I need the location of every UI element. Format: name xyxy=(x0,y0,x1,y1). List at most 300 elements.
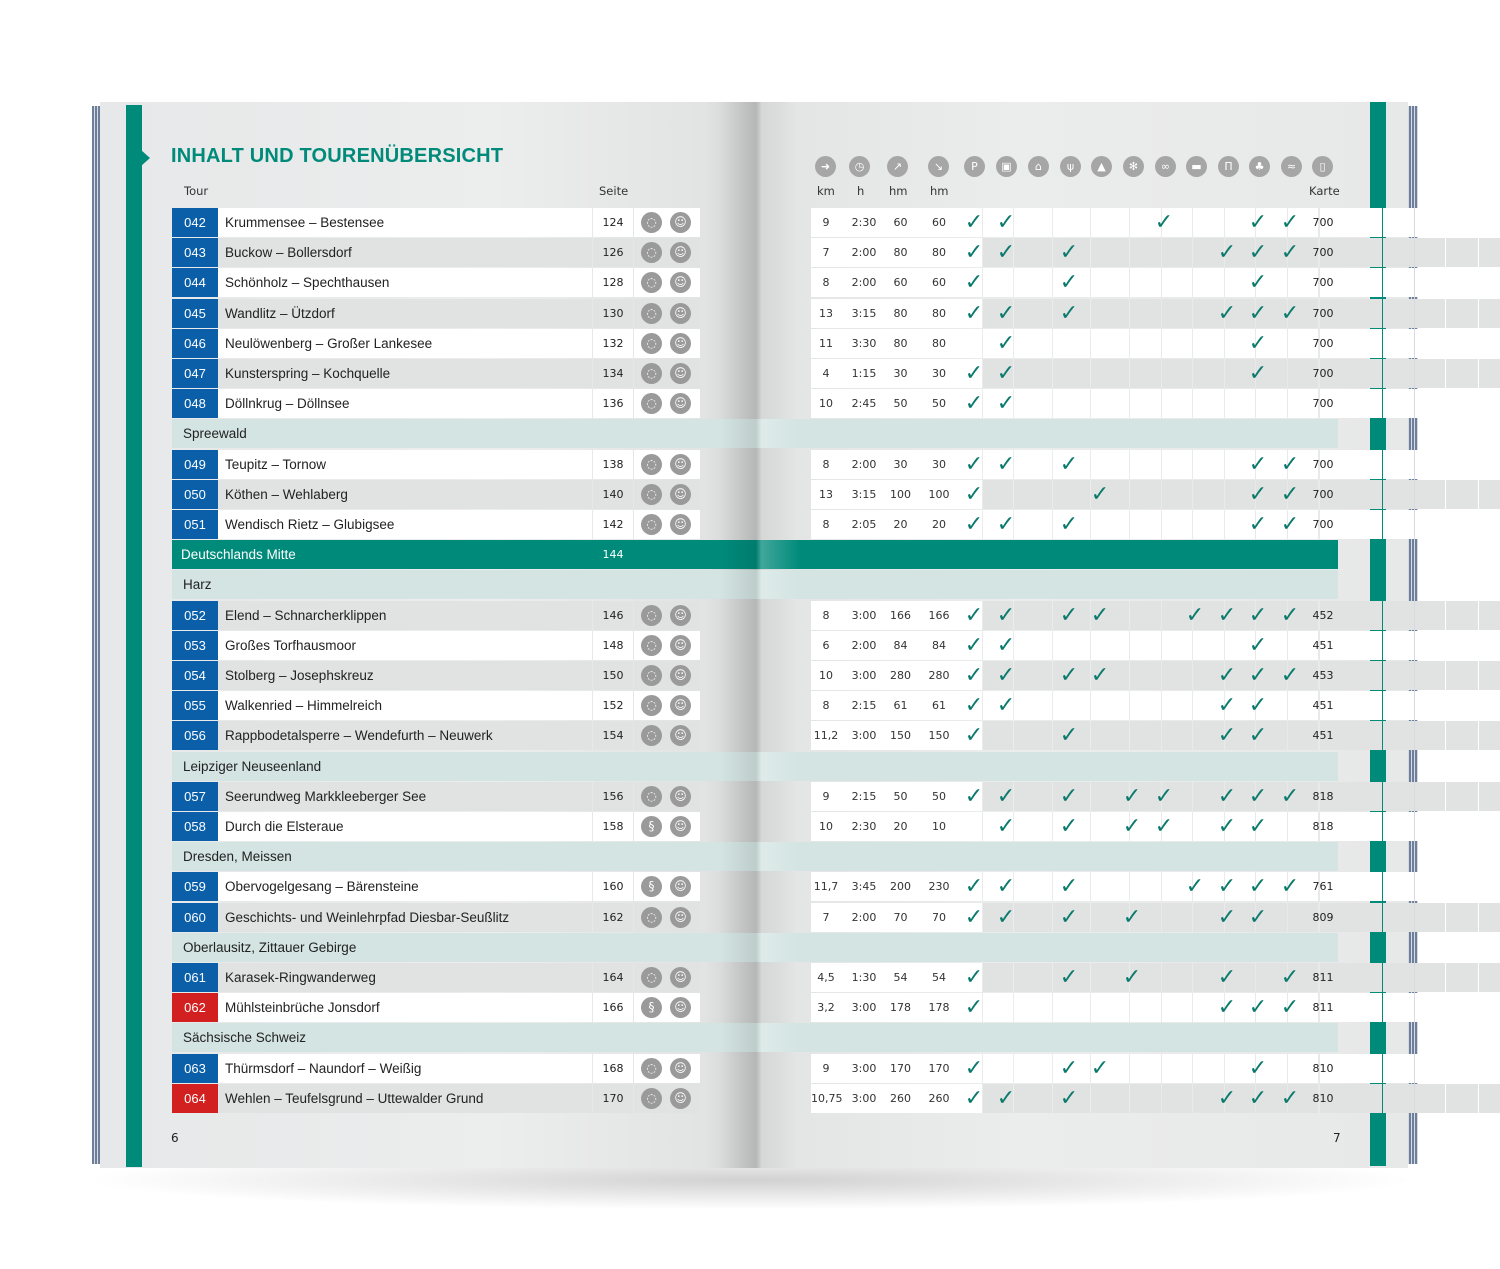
check-mark-icon: ✓ xyxy=(1154,784,1174,809)
table-cell xyxy=(1014,963,1052,992)
kids-bear-icon: ☺ xyxy=(670,1058,691,1079)
table-cell xyxy=(1130,631,1161,660)
table-cell xyxy=(1130,329,1161,358)
table-cell xyxy=(1383,268,1414,297)
table-cell xyxy=(1162,299,1192,328)
tour-name: Neulöwenberg – Großer Lankesee xyxy=(225,336,433,351)
check-mark-icon: ✓ xyxy=(996,874,1016,899)
check-mark-icon: ✓ xyxy=(964,1086,984,1111)
section-header xyxy=(172,933,1338,962)
tour-h: 3:00 xyxy=(851,609,877,622)
check-mark-icon: ✓ xyxy=(1280,301,1300,326)
tour-hm-down: 60 xyxy=(932,276,946,289)
difficulty-circle-icon: ◌ xyxy=(641,363,662,384)
tour-h: 2:00 xyxy=(851,458,877,471)
kids-bear-icon: ☺ xyxy=(670,967,691,988)
tour-km: 4,5 xyxy=(817,971,835,984)
table-cell xyxy=(1193,480,1224,509)
check-mark-icon: ✓ xyxy=(1248,482,1268,507)
table-cell xyxy=(1130,661,1161,690)
tour-km: 4 xyxy=(822,367,830,380)
tour-km: 8 xyxy=(822,276,830,289)
tour-map-number: 700 xyxy=(1312,337,1334,350)
table-cell xyxy=(1351,1084,1382,1113)
table-cell xyxy=(1415,268,1445,297)
tour-page: 156 xyxy=(602,790,624,803)
check-mark-icon: ✓ xyxy=(1280,1086,1300,1111)
table-cell xyxy=(1162,329,1192,358)
table-cell xyxy=(1415,631,1445,660)
tour-page: 170 xyxy=(602,1092,624,1105)
tour-h: 2:45 xyxy=(851,397,877,410)
kids-bear-icon: ☺ xyxy=(670,1088,691,1109)
tour-map-number: 700 xyxy=(1312,397,1334,410)
difficulty-circle-icon: ◌ xyxy=(641,514,662,535)
table-cell xyxy=(1415,238,1445,267)
kids-bear-icon: ☺ xyxy=(670,725,691,746)
tour-page: 124 xyxy=(602,216,624,229)
tour-number: 044 xyxy=(172,268,218,297)
tour-h: 3:15 xyxy=(851,488,877,501)
check-mark-icon: ✓ xyxy=(996,814,1016,839)
difficulty-wave-icon: § xyxy=(641,876,662,897)
tour-h: 3:30 xyxy=(851,337,877,350)
tour-km: 10,75 xyxy=(811,1092,843,1105)
check-mark-icon: ✓ xyxy=(1217,995,1237,1020)
table-cell xyxy=(1446,208,1478,237)
tour-number: 054 xyxy=(172,661,218,690)
table-cell xyxy=(1479,782,1500,811)
header-tour: Tour xyxy=(184,184,209,198)
table-cell xyxy=(1053,208,1090,237)
section-header xyxy=(172,842,1338,871)
clock-icon: ◷ xyxy=(849,156,870,177)
tour-hm-down: 84 xyxy=(932,639,946,652)
table-row xyxy=(172,510,1338,539)
tour-page: 138 xyxy=(602,458,624,471)
table-row xyxy=(172,601,1338,630)
check-mark-icon: ✓ xyxy=(1059,270,1079,295)
check-mark-icon: ✓ xyxy=(1280,874,1300,899)
tour-km: 7 xyxy=(822,246,830,259)
check-mark-icon: ✓ xyxy=(964,663,984,688)
table-cell xyxy=(1479,601,1500,630)
check-mark-icon: ✓ xyxy=(996,452,1016,477)
table-cell xyxy=(1383,1054,1414,1083)
check-mark-icon: ✓ xyxy=(996,693,1016,718)
table-cell xyxy=(1351,601,1382,630)
table-cell xyxy=(1446,359,1478,388)
tour-name: Geschichts- und Weinlehrpfad Diesbar-Seußlitz xyxy=(225,910,510,925)
table-cell xyxy=(1479,872,1500,901)
check-mark-icon: ✓ xyxy=(1059,452,1079,477)
table-cell xyxy=(1479,993,1500,1022)
difficulty-circle-icon: ◌ xyxy=(641,665,662,686)
table-cell xyxy=(1091,359,1129,388)
table-cell xyxy=(1193,359,1224,388)
tour-hm-up: 30 xyxy=(893,367,908,380)
tour-map-number: 451 xyxy=(1312,639,1334,652)
difficulty-circle-icon: ◌ xyxy=(641,1058,662,1079)
check-mark-icon: ✓ xyxy=(1185,603,1205,628)
winter-icon: ✻ xyxy=(1123,156,1144,177)
check-mark-icon: ✓ xyxy=(996,301,1016,326)
table-cell xyxy=(1479,238,1500,267)
check-mark-icon: ✓ xyxy=(1217,663,1237,688)
table-row xyxy=(172,329,1338,358)
section-name: Oberlausitz, Zittauer Gebirge xyxy=(183,940,357,955)
table-cell xyxy=(1446,903,1478,932)
table-cell xyxy=(1053,631,1090,660)
check-mark-icon: ✓ xyxy=(1059,965,1079,990)
tour-page: 148 xyxy=(602,639,624,652)
tour-name: Buckow – Bollersdorf xyxy=(225,245,352,260)
table-cell xyxy=(1446,268,1478,297)
tour-name: Obervogelgesang – Bärensteine xyxy=(225,879,419,894)
check-mark-icon: ✓ xyxy=(1059,663,1079,688)
tour-name: Durch die Elsteraue xyxy=(225,819,344,834)
tour-name: Döllnkrug – Döllnsee xyxy=(225,396,350,411)
table-row xyxy=(172,903,1338,932)
table-cell xyxy=(1091,450,1129,479)
table-cell xyxy=(1351,812,1382,841)
bed-icon: ▬ xyxy=(1186,156,1207,177)
tour-h: 2:15 xyxy=(851,699,877,712)
tour-name: Karasek-Ringwanderweg xyxy=(225,970,376,985)
tour-hm-down: 100 xyxy=(928,488,950,501)
check-mark-icon: ✓ xyxy=(1248,452,1268,477)
difficulty-circle-icon: ◌ xyxy=(641,212,662,233)
check-mark-icon: ✓ xyxy=(1059,1086,1079,1111)
table-row xyxy=(172,661,1338,690)
table-cell xyxy=(1053,480,1090,509)
check-mark-icon: ✓ xyxy=(1248,874,1268,899)
tour-number: 045 xyxy=(172,299,218,328)
tour-hm-down: 178 xyxy=(928,1001,950,1014)
difficulty-circle-icon: ◌ xyxy=(641,1088,662,1109)
table-row xyxy=(172,1054,1338,1083)
check-mark-icon: ✓ xyxy=(1280,603,1300,628)
check-mark-icon: ✓ xyxy=(964,270,984,295)
table-cell xyxy=(1193,389,1224,418)
table-cell xyxy=(1383,450,1414,479)
check-mark-icon: ✓ xyxy=(1122,814,1142,839)
tour-km: 8 xyxy=(822,458,830,471)
tour-hm-up: 60 xyxy=(893,216,908,229)
table-cell xyxy=(1162,903,1192,932)
tour-name: Köthen – Wehlaberg xyxy=(225,487,348,502)
table-cell xyxy=(1162,450,1192,479)
check-mark-icon: ✓ xyxy=(1217,240,1237,265)
table-cell xyxy=(1351,238,1382,267)
table-cell xyxy=(1091,208,1129,237)
table-cell xyxy=(1479,903,1500,932)
table-cell xyxy=(1415,691,1445,720)
tour-number: 064 xyxy=(172,1084,218,1113)
tour-km: 10 xyxy=(819,820,833,833)
table-cell xyxy=(1162,1084,1192,1113)
check-mark-icon: ✓ xyxy=(964,452,984,477)
kids-bear-icon: ☺ xyxy=(670,907,691,928)
table-cell xyxy=(1446,993,1478,1022)
table-cell xyxy=(1479,450,1500,479)
table-cell xyxy=(1091,993,1129,1022)
difficulty-circle-icon: ◌ xyxy=(641,635,662,656)
check-mark-icon: ✓ xyxy=(996,391,1016,416)
table-cell xyxy=(1415,480,1445,509)
check-mark-icon: ✓ xyxy=(964,995,984,1020)
section-header xyxy=(172,419,1338,448)
tour-hm-up: 150 xyxy=(890,729,911,742)
table-cell xyxy=(1446,1054,1478,1083)
tour-hm-down: 230 xyxy=(928,880,950,893)
table-cell xyxy=(1415,1084,1445,1113)
table-cell xyxy=(1446,631,1478,660)
tour-hm-down: 50 xyxy=(932,790,946,803)
tour-name: Teupitz – Tornow xyxy=(225,457,327,472)
tour-page: 154 xyxy=(602,729,624,742)
table-cell xyxy=(1446,450,1478,479)
table-cell xyxy=(1479,661,1500,690)
table-cell xyxy=(1383,329,1414,358)
check-mark-icon: ✓ xyxy=(1248,361,1268,386)
header-h: h xyxy=(857,184,865,198)
check-mark-icon: ✓ xyxy=(1248,301,1268,326)
check-mark-icon: ✓ xyxy=(1248,814,1268,839)
table-cell xyxy=(1193,208,1224,237)
check-mark-icon: ✓ xyxy=(1280,512,1300,537)
table-cell xyxy=(1415,359,1445,388)
table-cell xyxy=(1130,268,1161,297)
check-mark-icon: ✓ xyxy=(1059,512,1079,537)
tour-name: Walkenried – Himmelreich xyxy=(225,698,383,713)
tour-km: 9 xyxy=(822,790,830,803)
kids-bear-icon: ☺ xyxy=(670,272,691,293)
tour-name: Stolberg – Josephskreuz xyxy=(225,668,374,683)
ascent-icon: ↗ xyxy=(887,156,908,177)
tour-h: 3:00 xyxy=(851,1062,877,1075)
table-cell xyxy=(1162,268,1192,297)
difficulty-circle-icon: ◌ xyxy=(641,333,662,354)
tour-h: 3:00 xyxy=(851,1092,877,1105)
check-mark-icon: ✓ xyxy=(1280,240,1300,265)
table-cell xyxy=(1351,872,1382,901)
tour-page: 140 xyxy=(602,488,624,501)
table-cell xyxy=(1415,601,1445,630)
table-row xyxy=(172,359,1338,388)
kids-bear-icon: ☺ xyxy=(670,786,691,807)
table-cell xyxy=(1351,721,1382,750)
check-mark-icon: ✓ xyxy=(964,210,984,235)
tour-hm-down: 50 xyxy=(932,397,946,410)
tour-km: 11,2 xyxy=(813,729,839,742)
check-mark-icon: ✓ xyxy=(1217,814,1237,839)
table-row xyxy=(172,299,1338,328)
table-cell xyxy=(1479,389,1500,418)
tour-km: 8 xyxy=(822,518,830,531)
tour-map-number: 761 xyxy=(1312,880,1334,893)
tour-page: 152 xyxy=(602,699,624,712)
check-mark-icon: ✓ xyxy=(1059,240,1079,265)
table-cell xyxy=(1415,721,1445,750)
table-cell xyxy=(1351,510,1382,539)
kids-bear-icon: ☺ xyxy=(670,454,691,475)
tour-hm-down: 61 xyxy=(932,699,946,712)
table-row xyxy=(172,450,1338,479)
tour-hm-up: 30 xyxy=(893,458,908,471)
tour-page: 132 xyxy=(602,337,624,350)
table-row xyxy=(172,872,1338,901)
table-cell xyxy=(1415,450,1445,479)
tour-number: 058 xyxy=(172,812,218,841)
difficulty-wave-icon: § xyxy=(641,816,662,837)
tour-number: 056 xyxy=(172,721,218,750)
header-hm-down: hm xyxy=(930,184,949,198)
swim-icon: ≈ xyxy=(1281,156,1302,177)
difficulty-circle-icon: ◌ xyxy=(641,786,662,807)
tour-hm-down: 10 xyxy=(932,820,946,833)
table-cell xyxy=(1014,993,1052,1022)
tour-page: 126 xyxy=(602,246,624,259)
tour-h: 1:15 xyxy=(851,367,877,380)
tour-hm-up: 178 xyxy=(890,1001,911,1014)
check-mark-icon: ✓ xyxy=(996,240,1016,265)
kids-bear-icon: ☺ xyxy=(670,635,691,656)
tour-hm-down: 30 xyxy=(932,458,946,471)
tour-map-number: 700 xyxy=(1312,246,1334,259)
tour-number: 061 xyxy=(172,963,218,992)
table-cell xyxy=(1446,389,1478,418)
table-row xyxy=(172,691,1338,720)
tour-number: 057 xyxy=(172,782,218,811)
table-cell xyxy=(1162,1054,1192,1083)
tour-map-number: 818 xyxy=(1312,790,1334,803)
check-mark-icon: ✓ xyxy=(964,1056,984,1081)
chapter-header xyxy=(172,540,1338,569)
table-cell xyxy=(1162,359,1192,388)
table-cell xyxy=(1256,389,1287,418)
kids-bear-icon: ☺ xyxy=(670,665,691,686)
bus-icon: ▣ xyxy=(996,156,1017,177)
kids-bear-icon: ☺ xyxy=(670,695,691,716)
tour-number: 062 xyxy=(172,993,218,1022)
check-mark-icon: ✓ xyxy=(1248,512,1268,537)
table-cell xyxy=(1091,299,1129,328)
tour-page: 146 xyxy=(602,609,624,622)
tour-h: 2:00 xyxy=(851,246,877,259)
table-cell xyxy=(1091,1084,1129,1113)
tour-map-number: 811 xyxy=(1312,1001,1334,1014)
table-cell xyxy=(1351,661,1382,690)
table-cell xyxy=(1446,1084,1478,1113)
table-cell xyxy=(1383,721,1414,750)
tour-hm-up: 20 xyxy=(893,820,908,833)
check-mark-icon: ✓ xyxy=(964,874,984,899)
check-mark-icon: ✓ xyxy=(1154,814,1174,839)
tour-hm-up: 200 xyxy=(890,880,911,893)
check-mark-icon: ✓ xyxy=(1217,784,1237,809)
check-mark-icon: ✓ xyxy=(1059,301,1079,326)
table-row xyxy=(172,721,1338,750)
tour-map-number: 700 xyxy=(1312,307,1334,320)
tour-number: 063 xyxy=(172,1054,218,1083)
table-cell xyxy=(1014,268,1052,297)
table-cell xyxy=(1351,1054,1382,1083)
table-cell xyxy=(1446,480,1478,509)
tour-h: 3:00 xyxy=(851,669,877,682)
header-hm-up: hm xyxy=(889,184,908,198)
tour-map-number: 700 xyxy=(1312,367,1334,380)
parking-icon: P xyxy=(964,156,985,177)
table-cell xyxy=(1415,782,1445,811)
chapter-name: Deutschlands Mitte xyxy=(181,547,296,562)
tour-hm-up: 54 xyxy=(893,971,908,984)
kids-bear-icon: ☺ xyxy=(670,997,691,1018)
check-mark-icon: ✓ xyxy=(1280,663,1300,688)
table-cell xyxy=(1479,963,1500,992)
summit-icon: ▲ xyxy=(1091,156,1112,177)
table-cell xyxy=(1130,510,1161,539)
table-cell xyxy=(1162,993,1192,1022)
table-cell xyxy=(1446,329,1478,358)
table-cell xyxy=(1193,1054,1224,1083)
check-mark-icon: ✓ xyxy=(1059,905,1079,930)
tour-h: 2:15 xyxy=(851,790,877,803)
table-cell xyxy=(1053,329,1090,358)
tour-h: 3:45 xyxy=(851,880,877,893)
table-cell xyxy=(1351,268,1382,297)
check-mark-icon: ✓ xyxy=(964,965,984,990)
tour-hm-down: 280 xyxy=(928,669,950,682)
section-name: Leipziger Neuseenland xyxy=(183,759,322,774)
table-cell xyxy=(1091,691,1129,720)
table-cell xyxy=(1446,963,1478,992)
check-mark-icon: ✓ xyxy=(964,361,984,386)
table-cell xyxy=(1130,1084,1161,1113)
check-mark-icon: ✓ xyxy=(1217,965,1237,990)
table-cell xyxy=(1479,631,1500,660)
check-mark-icon: ✓ xyxy=(1059,814,1079,839)
check-mark-icon: ✓ xyxy=(1248,995,1268,1020)
check-mark-icon: ✓ xyxy=(964,301,984,326)
difficulty-circle-icon: ◌ xyxy=(641,484,662,505)
tour-map-number: 810 xyxy=(1312,1092,1334,1105)
tour-map-number: 451 xyxy=(1312,729,1334,742)
table-cell xyxy=(1383,359,1414,388)
table-cell xyxy=(1162,963,1192,992)
kids-bear-icon: ☺ xyxy=(670,514,691,535)
bike-icon: ∞ xyxy=(1155,156,1176,177)
table-cell xyxy=(1479,1084,1500,1113)
tour-hm-up: 70 xyxy=(893,911,908,924)
difficulty-circle-icon: ◌ xyxy=(641,907,662,928)
check-mark-icon: ✓ xyxy=(1059,874,1079,899)
table-row xyxy=(172,268,1338,297)
tour-name: Schönholz – Spechthausen xyxy=(225,275,390,290)
check-mark-icon: ✓ xyxy=(1248,663,1268,688)
tour-name: Krummensee – Bestensee xyxy=(225,215,385,230)
section-name: Dresden, Meissen xyxy=(183,849,292,864)
table-row xyxy=(172,993,1338,1022)
table-cell xyxy=(1383,963,1414,992)
table-cell xyxy=(1193,329,1224,358)
tour-km: 10 xyxy=(819,397,833,410)
check-mark-icon: ✓ xyxy=(1248,1056,1268,1081)
table-cell xyxy=(1383,389,1414,418)
table-row xyxy=(172,238,1338,267)
kids-bear-icon: ☺ xyxy=(670,816,691,837)
tour-hm-down: 30 xyxy=(932,367,946,380)
